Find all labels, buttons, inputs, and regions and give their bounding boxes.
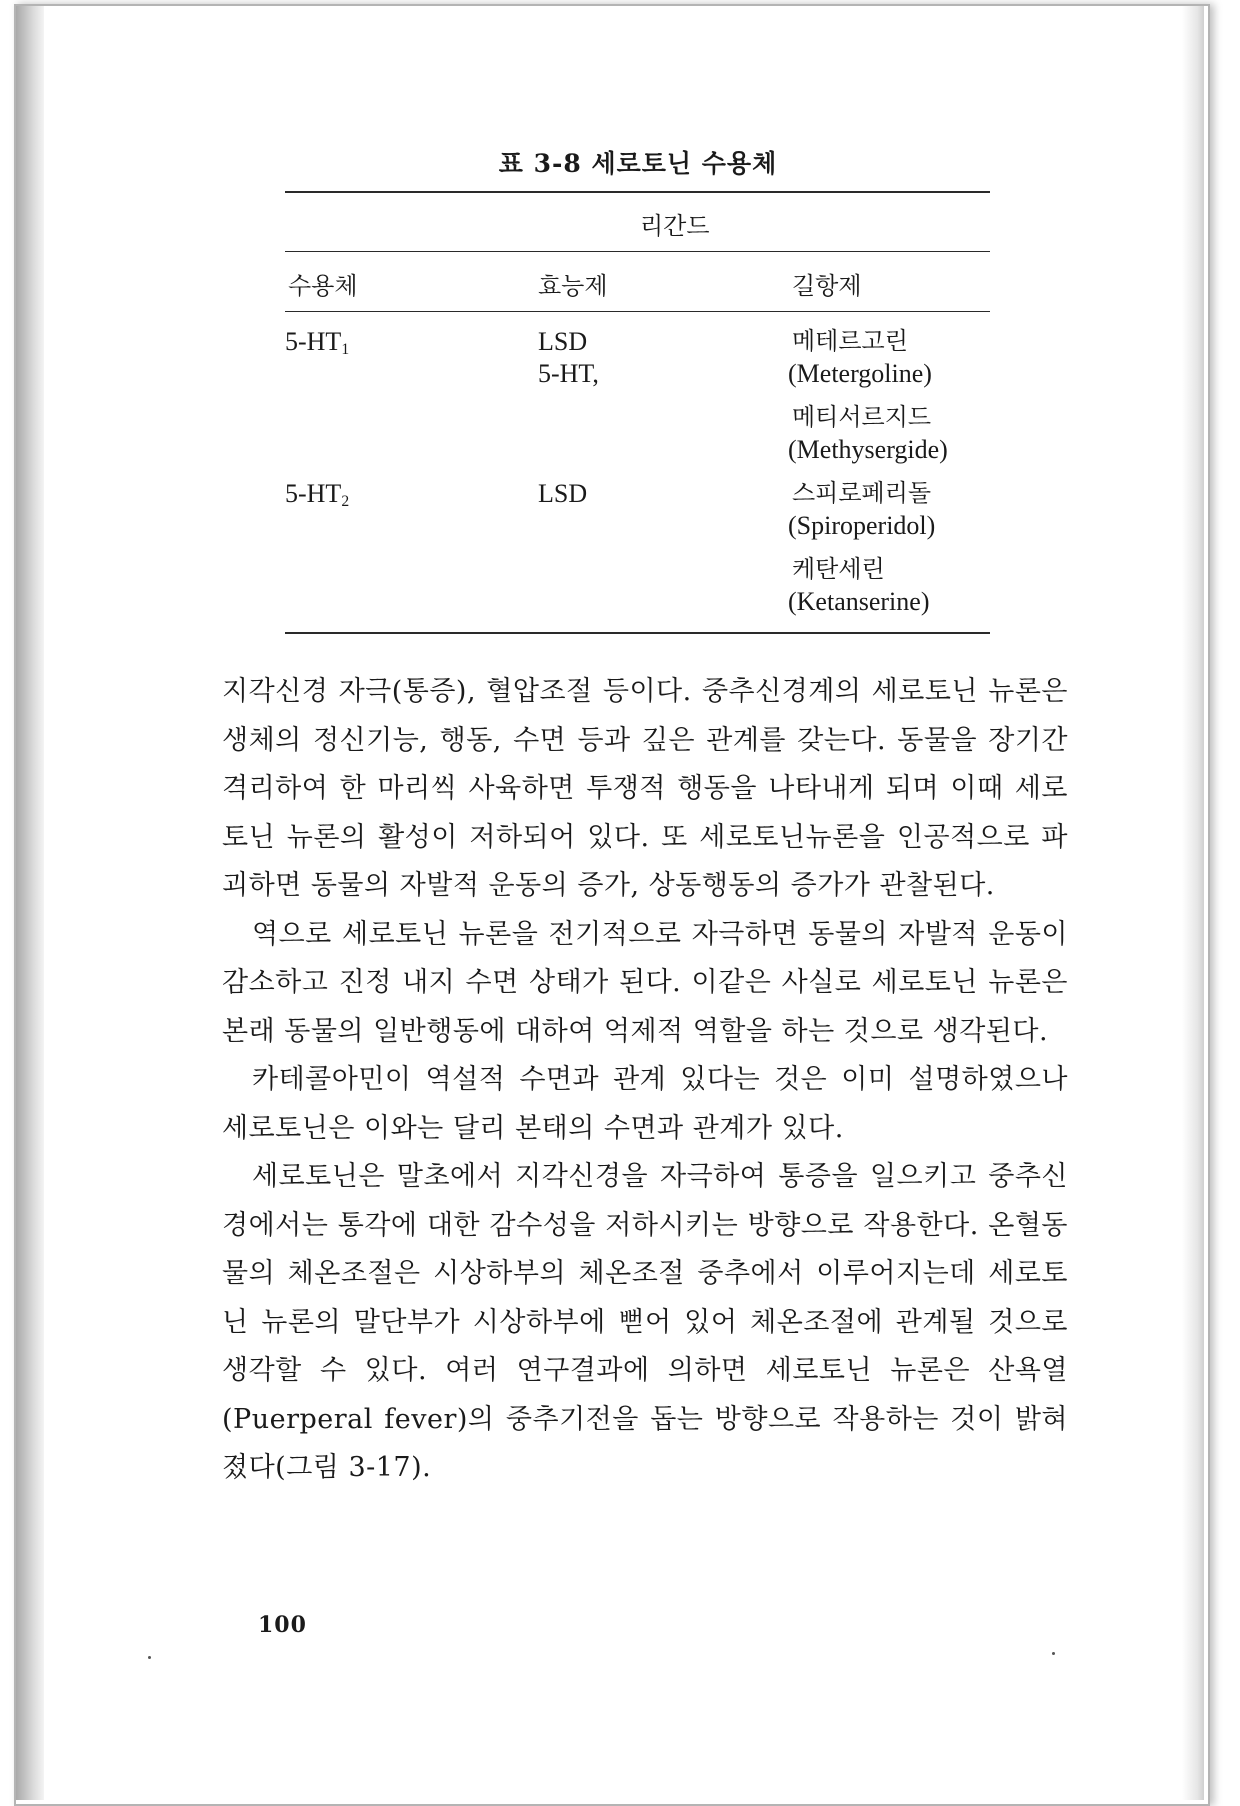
paragraph: 지각신경 자극(통증), 혈압조절 등이다. 중추신경계의 세로토닌 뉴론은 생체의 정신기능, 행동, 수면 등과 깊은 관계를 갖는다. 동물을 장기간 격리하여 한 마리씩 사육하면 투쟁적 행동을 나타내게 되며 이때 세로토닌 뉴론의 활성이 저하되어 있다. 또 세로토닌뉴론을 인공적으로 파괴하면 동물의 자발적 운동의 증가, 상동행동의 증가가 관찰된다.: [222, 676, 1068, 901]
antagonist-cell: (Methysergide): [788, 435, 948, 464]
agonist-cell: LSD: [538, 479, 588, 508]
table-bottom-rule: [285, 632, 990, 634]
header-rule: [285, 311, 990, 312]
receptor-cell: $5-HT_2$: [285, 479, 350, 510]
table-caption: 표 3-8 세로토닌 수용체: [498, 149, 778, 178]
antagonist-cell: 스피로페리돌: [792, 479, 932, 507]
body-text: [222, 668, 1068, 1493]
paragraph: 카테콜아민이 역설적 수면과 관계 있다는 것은 이미 설명하였으나 세로토닌은 이와는 달리 본태의 수면과 관계가 있다.: [222, 1064, 1068, 1144]
scan-speck: [148, 1656, 151, 1659]
ligand-rule: [285, 251, 990, 252]
column-header-receptor: 수용체: [288, 272, 358, 300]
antagonist-cell: (Spiroperidol): [788, 511, 936, 540]
paragraph: 역으로 세로토닌 뉴론을 전기적으로 자극하면 동물의 자발적 운동이 감소하고 진정 내지 수면 상태가 된다. 이같은 사실로 세로토닌 뉴론은 본래 동물의 일반행동에 대하여 억제적 역할을 하는 것으로 생각된다.: [222, 918, 1068, 1047]
column-header-antagonist: 길항제: [792, 272, 862, 300]
agonist-cell: 5-HT,: [538, 359, 599, 388]
antagonist-cell: 메티서르지드: [792, 403, 932, 431]
agonist-cell: LSD: [538, 327, 588, 356]
page-number: 100: [258, 1612, 307, 1638]
antagonist-cell: (Metergoline): [788, 359, 932, 388]
antagonist-cell: 케탄세린: [792, 555, 885, 583]
scan-speck: [1052, 1652, 1055, 1655]
table-top-rule: [285, 191, 990, 193]
receptor-cell: $5-HT_1$: [285, 327, 350, 358]
paragraph: 세로토닌은 말초에서 지각신경을 자극하여 통증을 일으키고 중추신경에서는 통각에 대한 감수성을 저하시키는 방향으로 작용한다. 온혈동물의 체온조절은 시상하부의 체온조절 중추에서 이루어지는데 세로토닌 뉴론의 말단부가 시상하부에 뻗어 있어 체온조절에 관계될 것으로 생각할 수 있다. 여러 연구결과에 의하면 세로토닌 뉴론은 산욕열(Puerperal fever)의 중추기전을 돕는 방향으로 작용하는 것이 밝혀졌다(그림 3-17).: [222, 1161, 1068, 1483]
antagonist-cell: (Ketanserine): [788, 587, 930, 616]
antagonist-cell: 메테르고린: [792, 327, 908, 355]
ligand-header: 리간드: [640, 212, 710, 240]
column-header-agonist: 효능제: [538, 272, 608, 300]
